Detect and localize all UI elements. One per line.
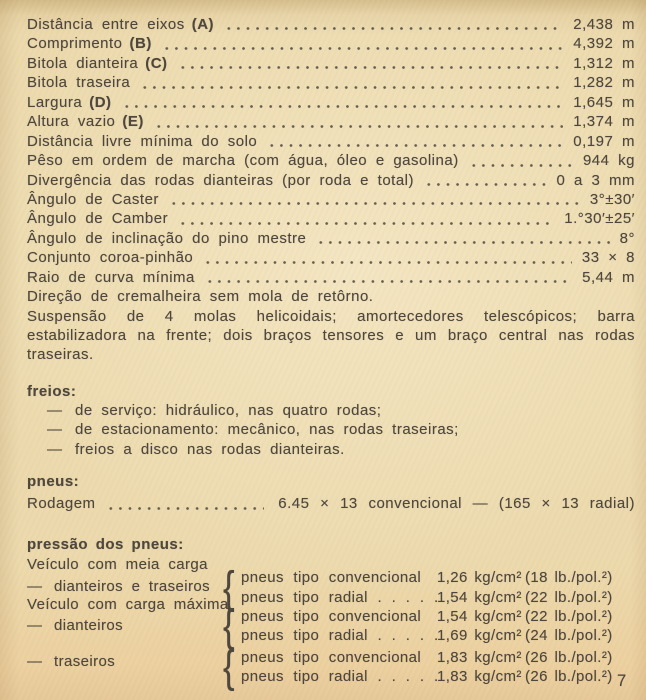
paragraph-direcao: Direção de cremalheira sem mola de retôrno. [27,288,374,306]
pressure-row [241,568,635,587]
tire-type: pneus tipo radial . . . . . [241,668,439,686]
spec-tag: (C) [145,54,168,72]
spec-value: 4,392 m [573,35,635,53]
spec-label: Altura vazio [27,113,116,131]
spec-value: 1,645 m [573,93,635,111]
spec-tag: (B) [129,35,152,53]
spec-value: 944 kg [582,152,635,170]
spec-value: 3°±30′ [589,190,635,208]
pressure-wheel-label [27,616,123,635]
spec-label: Comprimento [27,35,123,53]
spec-label: Largura [27,93,83,111]
spec-value: 0 a 3 mm [556,171,635,189]
pressure-value-imperial: (18 lb./pol.²) [525,569,613,587]
pressure-value: 1,54 kg/cm² [437,608,522,626]
spec-tag: (E) [122,113,144,131]
dot-leader [316,233,609,245]
dash-marker: — [27,617,43,635]
spec-label: Bitola dianteira [27,54,139,72]
pressure-value-imperial: (26 lb./pol.²) [525,648,613,666]
spec-row [27,268,635,287]
list-item [27,440,635,459]
spec-row [27,112,635,131]
dash-marker: — [47,402,63,420]
condition-text: Veículo com carga máxima [27,596,229,614]
dot-leader [178,214,554,226]
dot-leader [162,39,563,51]
condition-text: Veículo com meia carga [27,556,208,574]
tire-pressure-table [27,554,635,696]
spec-row [27,171,635,190]
spec-value: 2,438 m [573,16,635,33]
spec-label: Ângulo de inclinação do pino mestre [27,229,307,247]
pressure-value: 1,69 kg/cm² [437,627,522,645]
spec-label: Raio de curva mínima [27,268,195,286]
pressure-value-imperial: (26 lb./pol.²) [525,668,613,686]
list-item-text: de estacionamento: mecânico, nas rodas traseiras; [75,421,459,439]
spec-label: Conjunto coroa-pinhão [27,249,194,267]
spec-row [27,151,635,170]
list-item-text: de serviço: hidráulico, nas quatro rodas; [75,402,382,420]
pressure-row [241,626,635,645]
pressure-group [223,562,635,612]
spec-value: 0,197 m [573,132,635,150]
brace-glyph: { [223,641,235,692]
dot-leader [224,19,563,31]
spec-value: 5,44 m [582,268,635,286]
pressure-groups [223,562,635,692]
dash-marker: — [27,578,43,596]
spec-row [27,34,635,53]
pressure-value: 1,83 kg/cm² [437,648,522,666]
pressure-value-imperial: (22 lb./pol.²) [525,588,613,606]
wheel-text: dianteiros [54,617,124,635]
pressure-row [241,667,635,686]
dot-leader [154,117,563,129]
spec-row [27,248,635,267]
pressure-value-imperial: (22 lb./pol.²) [525,608,613,626]
dot-leader [424,175,546,187]
freios-list [27,401,635,459]
spec-label: Distância livre mínima do solo [27,132,258,150]
dot-leader [122,97,564,109]
spec-label: Bitola traseira [27,74,131,92]
pressure-condition-label [27,555,208,574]
tire-type: pneus tipo convencional [241,608,422,626]
spec-value: 1,312 m [573,54,635,72]
dot-leader [140,78,563,90]
list-item [27,401,635,420]
pressure-wheel-label [27,577,210,596]
spec-row [27,229,635,248]
list-item [27,420,635,439]
pressure-value-imperial: (24 lb./pol.²) [525,627,613,645]
pressure-row [241,588,635,607]
pressure-row [241,607,635,626]
spec-tag: (A) [191,16,215,33]
rodagem-value: 6.45 × 13 convencional — (165 × 13 radial) [278,495,635,513]
spec-row [27,190,635,209]
spec-label: Pêso em ordem de marcha (com água, óleo e gasolina) [27,152,459,170]
spec-label: Divergência das rodas dianteiras (por roda e total) [27,171,415,189]
page-content [27,15,635,696]
spec-label: Distância entre eixos [27,16,185,33]
dot-leader [178,58,564,70]
rodagem-label: Rodagem [27,495,96,513]
section-heading-pneus: pneus: [27,473,80,491]
dash-marker: — [47,421,63,439]
wheel-text: dianteiros e traseiros [54,578,211,596]
tire-type: pneus tipo convencional [241,569,422,587]
pressure-value: 1,54 kg/cm² [437,588,522,606]
pressure-value: 1,83 kg/cm² [437,668,522,686]
spec-label: Ângulo de Camber [27,210,169,228]
dot-leader [267,136,563,148]
page-number: 7 [617,672,627,690]
dash-marker: — [27,653,43,671]
tire-type: pneus tipo radial . . . . . [241,627,439,645]
spec-row [27,54,635,73]
dot-leader [205,272,572,284]
spec-value: 8° [619,229,635,247]
pressure-row [241,648,635,667]
spec-tag: (D) [89,93,112,111]
pressure-group [223,641,635,692]
dash-marker: — [47,440,63,458]
dot-leader [169,194,580,206]
spec-row [27,73,635,92]
tire-type: pneus tipo convencional [241,648,422,666]
spec-row [27,93,635,112]
brace-glyph: { [223,601,235,651]
spec-list [27,15,635,287]
spec-label: Ângulo de Caster [27,190,159,208]
spec-value: 1,282 m [573,74,635,92]
spec-value: 1,374 m [573,113,635,131]
spec-row [27,15,635,34]
spec-row [27,132,635,151]
dot-leader [106,499,264,511]
pressure-condition-label [27,595,229,614]
pressure-wheel-label [27,652,115,671]
section-heading-freios: freios: [27,382,77,400]
spec-value: 33 × 8 [581,249,635,267]
dot-leader [203,253,572,265]
rodagem-row [27,494,635,513]
spec-row [27,209,635,228]
wheel-text: traseiros [54,653,116,671]
dot-leader [469,156,573,168]
pressure-value: 1,26 kg/cm² [437,569,522,587]
paragraph-suspensao: Suspensão de 4 molas helicoidais; amortecedores telescópicos; barra estabilizadora na frente; dois braços tensores e um braço central nas rodas traseiras. [27,307,635,364]
brace-glyph: { [223,562,235,612]
section-heading-pressao: pressão dos pneus: [27,535,184,553]
spec-value: 1.°30′±25′ [564,210,635,228]
list-item-text: freios a disco nas rodas dianteiras. [75,440,345,458]
tire-type: pneus tipo radial . . . . . [241,588,439,606]
pressure-group [223,601,635,651]
